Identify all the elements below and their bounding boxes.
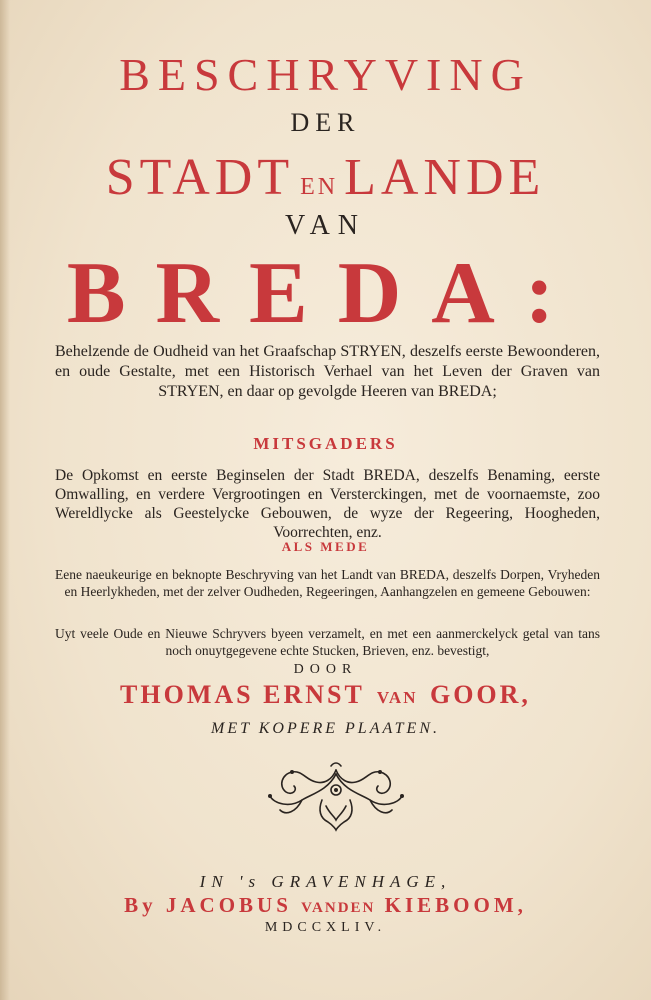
imprint-place: IN 's GRAVENHAGE,	[199, 872, 452, 891]
author-first-names: THOMAS ERNST	[120, 680, 365, 709]
title-word-lande: LANDE	[344, 149, 546, 206]
title-line-3	[0, 148, 651, 207]
title-line-breda: BREDA:	[66, 245, 585, 342]
plates-note: MET KOPERE PLAATEN.	[211, 720, 440, 737]
title-line-4: VAN	[284, 210, 367, 241]
description-paragraph-4: Uyt veele Oude en Nieuwe Schryvers byeen verzamelt, en met een aanmerckelyck getal van tans noch onuytgegevene echte Stucken, Brieven, enz. bevestigt,	[55, 626, 600, 658]
title-line-2: DER	[290, 108, 361, 137]
author-particle: VAN	[376, 688, 418, 707]
title-word-en: EN	[300, 174, 339, 200]
publication-year: MDCCXLIV.	[264, 920, 387, 935]
title-word-stadt: STADT	[105, 149, 295, 206]
printer-first-name: JACOBUS	[165, 893, 292, 917]
printer-particle: VANDEN	[301, 900, 376, 916]
mitsgaders-heading: MITSGADERS	[253, 434, 398, 453]
description-paragraph-3: Eene naeukeurige en beknopte Beschryving van het Landt van BREDA, deszelfs Dorpen, Vryheden en Heerlykheden, met der zelver Oudheden, Regeeringen, Aanhangzelen en gemeene Gebouwen:	[55, 567, 600, 599]
title-line-1: BESCHRYVING	[119, 49, 532, 100]
als-mede-heading: ALS MEDE	[281, 539, 370, 554]
printer-surname: KIEBOOM,	[384, 893, 527, 917]
author-surname: GOOR,	[429, 680, 531, 709]
imprint-by: By	[124, 893, 157, 917]
author-name	[0, 680, 651, 710]
door-label: DOOR	[293, 662, 358, 677]
description-paragraph-2: De Opkomst en eerste Beginselen der Stadt BREDA, deszelfs Benaming, eerste Omwalling, en verdere Vergrootingen en Versterckingen, met de voornaemste, zoo Wereldlycke als Geestelycke Gebouwen, de wyze der Regeering, Hoogheden, Voorrechten, enz.	[55, 467, 600, 541]
imprint-printer	[0, 893, 651, 918]
description-paragraph-1: Behelzende de Oudheid van het Graafschap STRYEN, deszelfs eerste Bewoonderen, en oude Gestalte, met een Historisch Verhael van het Leven der Graven van STRYEN, en daar op gevolgde Heeren van BREDA;	[55, 343, 600, 400]
fleuron-ornament-icon	[262, 760, 410, 832]
